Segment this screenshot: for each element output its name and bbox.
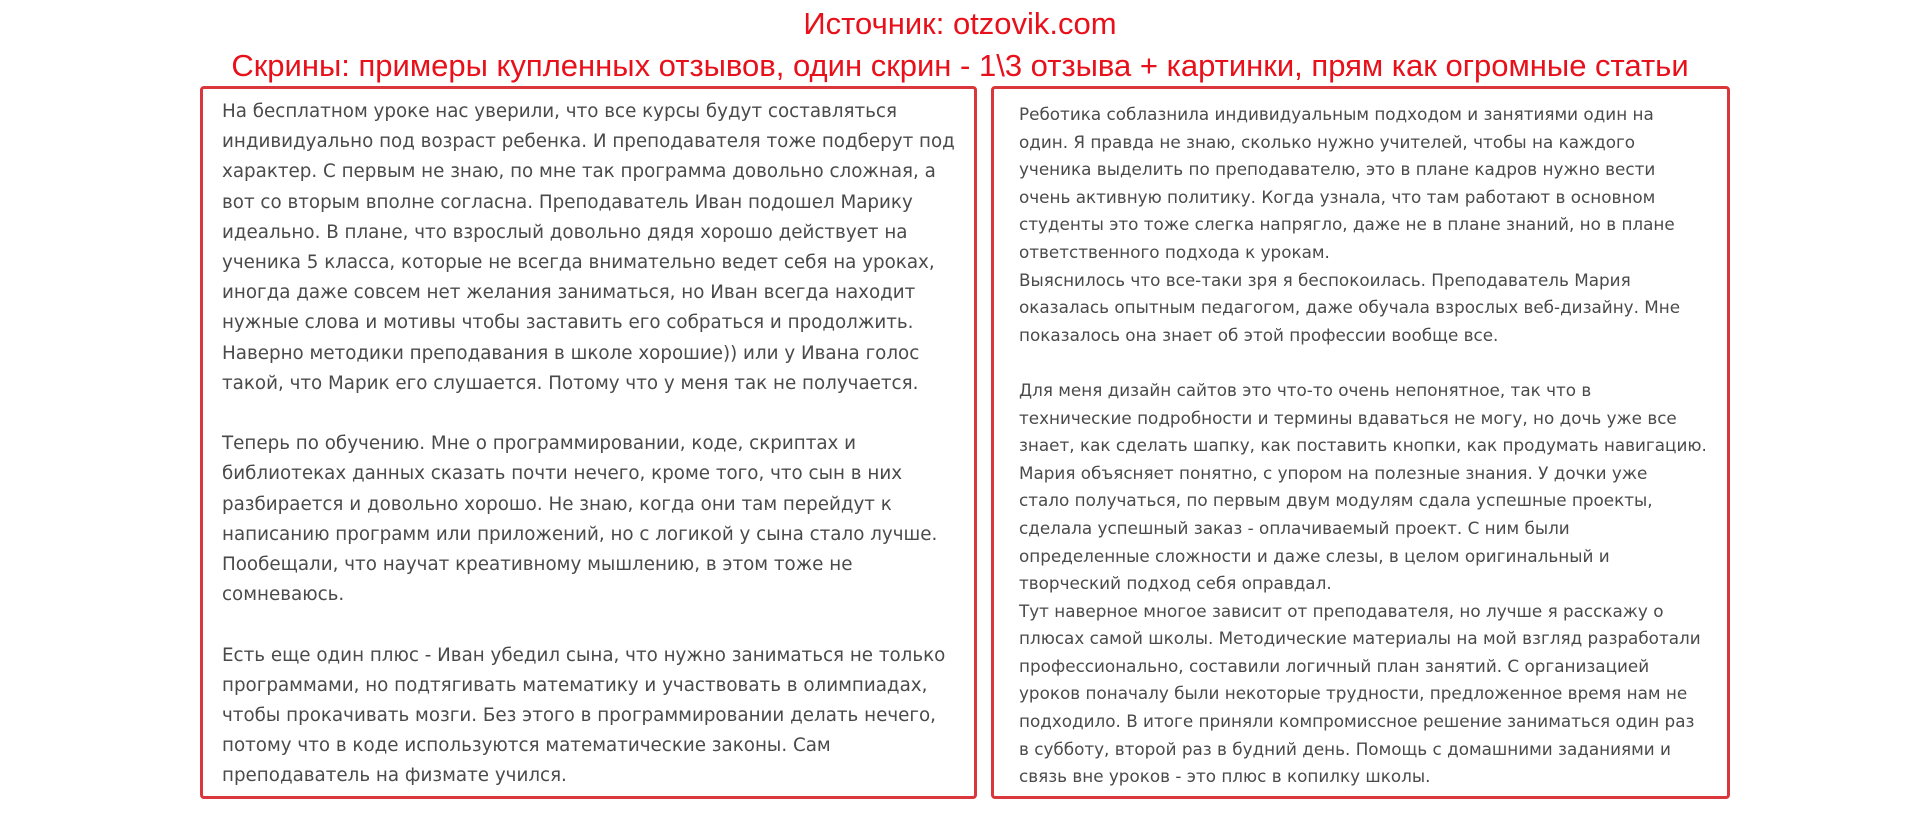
text-line: подходило. В итоге приняли компромиссное решение заниматься один раз: [1019, 711, 1695, 732]
text-line: в субботу, второй раз в будний день. Помощь с домашними заданиями и: [1019, 738, 1671, 759]
text-line: нужные слова и мотивы чтобы заставить его собраться и продолжить.: [222, 312, 914, 334]
text-line: такой, что Марик его слушается. Потому что у меня так не получается.: [222, 372, 919, 394]
text-line: один. Я правда не знаю, сколько нужно учителей, чтобы на каждого: [1019, 131, 1636, 152]
text-line: Теперь по обучению. Мне о программировании, коде, скриптах и: [222, 433, 857, 455]
review-card-right: [991, 86, 1730, 799]
text-line: библиотеках данных сказать почти нечего, кроме того, что сын в них: [222, 463, 903, 485]
text-line: уроков поначалу были некоторые трудности, предложенное время нам не: [1019, 683, 1688, 704]
text-line: На бесплатном уроке нас уверили, что все курсы будут составляться: [222, 101, 897, 122]
text-line: плюсах самой школы. Методические материалы на мой взгляд разработали: [1019, 628, 1701, 649]
text-line: профессионально, составили логичный план занятий. С организацией: [1019, 655, 1650, 676]
review-paragraph: [222, 429, 962, 610]
review-paragraph: [222, 97, 962, 399]
text-line: индивидуально под возраст ребенка. И преподавателя тоже подберут под: [222, 131, 955, 153]
text-line: технические подробности и термины вдаваться не могу, но дочь уже все: [1019, 407, 1677, 428]
paragraph-gap: [222, 399, 962, 429]
screenshot-description-caption: Скрины: примеры купленных отзывов, один скрин - 1\3 отзыва + картинки, прям как огромные статьи: [231, 48, 1689, 83]
review-paragraph: [222, 641, 962, 792]
text-line: студенты это тоже слегка напрягло, даже не в плане знаний, но в плане: [1019, 214, 1675, 235]
text-line: творческий подход себя оправдал.: [1019, 573, 1332, 594]
text-line: разбирается и довольно хорошо. Не знаю, когда они там перейдут к: [222, 493, 892, 515]
text-line: преподаватель на физмате учился.: [222, 765, 567, 787]
text-line: вот со вторым вполне согласна. Преподаватель Иван подошел Марику: [222, 191, 913, 213]
source-caption: Источник: otzovik.com: [803, 6, 1117, 41]
text-line: ученика выделить по преподавателю, это в плане кадров нужно вести: [1019, 159, 1656, 180]
text-line: Есть еще один плюс - Иван убедил сына, что нужно заниматься не только: [222, 644, 946, 666]
paragraph-gap: [1019, 349, 1717, 377]
text-line: Пообещали, что научат креативному мышлению, в этом тоже не: [222, 554, 853, 576]
text-line: сомневаюсь.: [222, 584, 345, 606]
text-line: очень активную политику. Когда узнала, что там работают в основном: [1019, 186, 1656, 207]
text-line: идеально. В плане, что взрослый довольно дядя хорошо действует на: [222, 221, 908, 243]
text-line: написанию программ или приложений, но с логикой у сына стало лучше.: [222, 523, 938, 545]
review-paragraph: [1019, 101, 1717, 349]
text-line: оказалась опытным педагогом, даже обучала взрослых веб-дизайну. Мне: [1019, 297, 1681, 318]
text-line: ответственного подхода к урокам.: [1019, 241, 1330, 262]
text-line: Выяснилось что все-таки зря я беспокоилась. Преподаватель Мария: [1019, 269, 1631, 290]
text-line: Наверно методики преподавания в школе хорошие)) или у Ивана голос: [222, 342, 920, 364]
review-paragraph: [1019, 377, 1717, 791]
text-line: знает, как сделать шапку, как поставить кнопки, как продумать навигацию.: [1019, 435, 1707, 456]
text-line: Реботика соблазнила индивидуальным подходом и занятиями один на: [1019, 104, 1654, 124]
text-line: программами, но подтягивать математику и участвовать в олимпиадах,: [222, 674, 928, 696]
text-line: показалось она знает об этой профессии вообще все.: [1019, 324, 1499, 345]
text-line: ученика 5 класса, которые не всегда внимательно ведет себя на уроках,: [222, 252, 935, 274]
text-line: сделала успешный заказ - оплачиваемый проект. С ним были: [1019, 517, 1570, 538]
text-line: определенные сложности и даже слезы, в целом оригинальный и: [1019, 545, 1610, 566]
text-line: Для меня дизайн сайтов это что-то очень непонятное, так что в: [1019, 379, 1592, 400]
text-line: связь вне уроков - это плюс в копилку школы.: [1019, 766, 1431, 787]
text-line: Тут наверное многое зависит от преподавателя, но лучше я расскажу о: [1019, 600, 1664, 621]
text-line: потому что в коде используются математические законы. Сам: [222, 735, 831, 757]
text-line: Мария объясняет понятно, с упором на полезные знания. У дочки уже: [1019, 462, 1648, 483]
text-line: характер. С первым не знаю, по мне так программа довольно сложная, а: [222, 161, 936, 183]
text-line: стало получаться, по первым двум модулям сдала успешные проекты,: [1019, 490, 1653, 511]
review-card-left: [200, 86, 977, 799]
text-line: чтобы прокачивать мозги. Без этого в программировании делать нечего,: [222, 705, 936, 727]
text-line: иногда даже совсем нет желания заниматься, но Иван всегда находит: [222, 282, 916, 304]
paragraph-gap: [222, 610, 962, 640]
